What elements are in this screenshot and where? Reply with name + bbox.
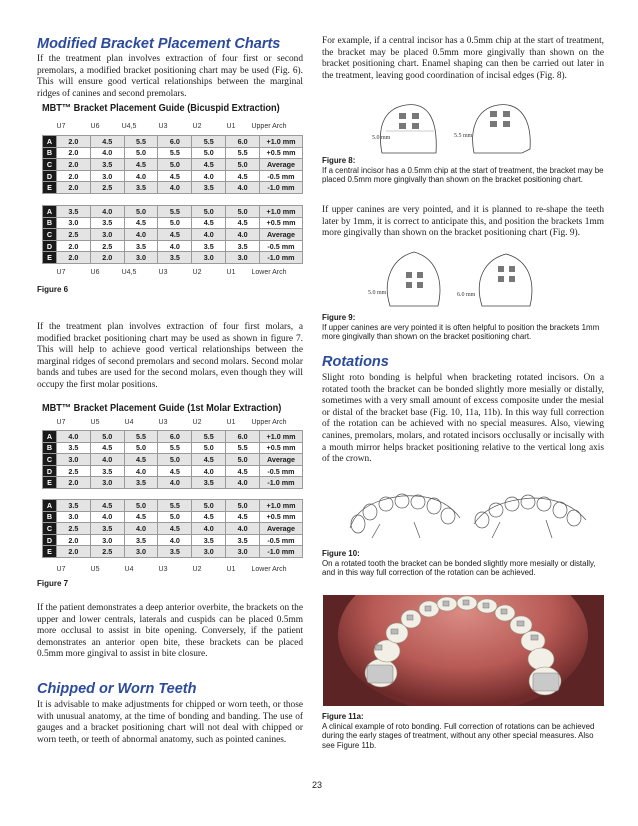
table-cell: 4.0 xyxy=(158,240,192,252)
table-cell: 2.5 xyxy=(56,465,90,477)
section-title-modified-bracket: Modified Bracket Placement Charts xyxy=(37,36,281,52)
table-cell: 5.0 xyxy=(90,431,124,443)
table-row xyxy=(43,136,303,148)
table-cell: 3.5 xyxy=(124,182,158,194)
table-cell: +0.5 mm xyxy=(260,217,303,229)
table-cell: 3.5 xyxy=(192,534,226,546)
figure-9-measure-b: 6.0 mm xyxy=(457,292,476,298)
table2-lower-header xyxy=(37,566,303,576)
molar-band-right xyxy=(533,673,559,691)
table-cell: 2.0 xyxy=(56,240,90,252)
table-cell: 3.0 xyxy=(90,229,124,241)
table-cell: 3.5 xyxy=(56,442,90,454)
table-cell: Average xyxy=(260,454,303,466)
column-header: U3 xyxy=(158,123,168,130)
table-cell: 5.5 xyxy=(124,431,158,443)
paragraph-molar-extraction: If the treatment plan involves extraction of four first molars, a modified bracket positioning chart may be used as shown in figure 7. This will help to achieve good vertical relationships between the marginal ridges of second premolars and second molars. Second molar bands and tubes are used for the second molars, even though they will occupy the first molar positions. xyxy=(37,322,303,390)
table-cell: 4.0 xyxy=(124,229,158,241)
table-cell: -0.5 mm xyxy=(260,534,303,546)
column-header: U4,5 xyxy=(121,123,137,130)
table-cell: 3.0 xyxy=(56,217,90,229)
column-header: U2 xyxy=(192,123,202,130)
column-header: Upper Arch xyxy=(251,123,287,130)
table1-lower-grid xyxy=(42,205,303,264)
table-cell: -1.0 mm xyxy=(260,182,303,194)
table-cell: 4.5 xyxy=(158,465,192,477)
table-row xyxy=(43,534,303,546)
table-cell: 4.0 xyxy=(192,229,226,241)
figure-8-caption xyxy=(322,156,604,185)
row-letter: D xyxy=(43,534,57,546)
row-letter: A xyxy=(43,136,57,148)
table-row xyxy=(43,442,303,454)
figure-8-measure-a: 5.0 mm xyxy=(372,135,391,141)
column-header: U4,5 xyxy=(121,269,137,276)
row-letter: C xyxy=(43,523,57,535)
table-row xyxy=(43,465,303,477)
table-cell: 4.5 xyxy=(226,217,260,229)
table-cell: 4.0 xyxy=(192,170,226,182)
table-cell: 5.5 xyxy=(192,136,226,148)
table-cell: 3.5 xyxy=(56,500,90,512)
figure-8-left-incisor xyxy=(380,105,436,153)
column-header: U7 xyxy=(56,419,66,426)
table-cell: +0.5 mm xyxy=(260,147,303,159)
row-letter: C xyxy=(43,229,57,241)
table-cell: 4.5 xyxy=(124,159,158,171)
figure-9-measure-a: 5.0 mm xyxy=(368,290,387,296)
column-header: U7 xyxy=(56,566,66,573)
table-cell: 4.0 xyxy=(90,206,124,218)
page-number: 23 xyxy=(312,780,323,790)
table-row xyxy=(43,147,303,159)
row-letter: D xyxy=(43,465,57,477)
row-letter: B xyxy=(43,217,57,229)
table-cell: 5.0 xyxy=(192,442,226,454)
table-cell: 4.5 xyxy=(158,170,192,182)
table-cell: 5.0 xyxy=(124,206,158,218)
table-cell: 3.0 xyxy=(56,511,90,523)
table-cell: 3.5 xyxy=(124,477,158,489)
table-cell: 3.0 xyxy=(124,252,158,264)
table-cell: 4.5 xyxy=(192,511,226,523)
table-cell: 4.0 xyxy=(90,454,124,466)
figure-9-diagram xyxy=(362,250,572,308)
column-header: U2 xyxy=(192,269,202,276)
table-row xyxy=(43,431,303,443)
table-cell: 2.0 xyxy=(56,147,90,159)
table-cell: 3.5 xyxy=(226,534,260,546)
table-cell: -1.0 mm xyxy=(260,546,303,558)
table-cell: 3.0 xyxy=(192,546,226,558)
table-cell: 4.5 xyxy=(124,511,158,523)
figure-10-right-arch xyxy=(474,495,586,538)
table1-title: MBT™ Bracket Placement Guide (Bicuspid Extraction) xyxy=(42,103,280,114)
table-row xyxy=(43,170,303,182)
table-cell: 4.0 xyxy=(56,431,90,443)
row-letter: E xyxy=(43,182,57,194)
row-letter: A xyxy=(43,500,57,512)
table-cell: 3.5 xyxy=(124,240,158,252)
molar-band-left xyxy=(367,665,393,683)
table-cell: 4.0 xyxy=(226,523,260,535)
column-header: U1 xyxy=(226,419,236,426)
table-cell: 6.0 xyxy=(226,136,260,148)
figure-10-left-arch xyxy=(350,494,460,538)
table2-upper-header xyxy=(37,419,303,429)
table-cell: -0.5 mm xyxy=(260,170,303,182)
table-row xyxy=(43,217,303,229)
row-letter: B xyxy=(43,442,57,454)
table-cell: 4.5 xyxy=(124,454,158,466)
table-cell: 5.0 xyxy=(226,206,260,218)
table-cell: 4.5 xyxy=(158,229,192,241)
figure-8-diagram xyxy=(362,99,572,155)
column-header: U1 xyxy=(226,123,236,130)
paragraph-overbite: If the patient demonstrates a deep anterior overbite, the brackets on the upper and lower centrals, laterals and cuspids can be placed 0.5mm more occlusal to assist in bite opening. Conversely, if the patient demonstrates an anterior open bite, these brackets can be placed 0.5mm more gingival to assist in bite closure. xyxy=(37,603,303,660)
table-cell: 4.5 xyxy=(192,454,226,466)
row-letter: E xyxy=(43,252,57,264)
column-header: U3 xyxy=(158,419,168,426)
table-cell: +0.5 mm xyxy=(260,511,303,523)
table-cell: +1.0 mm xyxy=(260,206,303,218)
table-cell: 4.5 xyxy=(90,442,124,454)
paragraph-chipped-teeth: It is advisable to make adjustments for chipped or worn teeth, or those with unusual anatomy, at the time of bonding and banding. The use of gauges and a bracket positioning chart will not deal with chipped or worn teeth, or teeth of abnormal anatomy, such as pointed canines. xyxy=(37,700,303,745)
table1-lower-header xyxy=(37,269,303,279)
paragraph-intro: If the treatment plan involves extraction of four first or second premolars, a modified bracket positioning chart may be used (Fig. 6). This will ensure good vertical relationships between the marginal ridges of canines and second premolars. xyxy=(37,54,303,99)
table-cell: 4.5 xyxy=(158,523,192,535)
column-header: Lower Arch xyxy=(251,269,287,276)
table2-upper-grid xyxy=(42,430,303,489)
table-row xyxy=(43,206,303,218)
table-row xyxy=(43,546,303,558)
table-cell: -0.5 mm xyxy=(260,465,303,477)
row-letter: C xyxy=(43,159,57,171)
table-cell: Average xyxy=(260,159,303,171)
table-row xyxy=(43,229,303,241)
table-cell: 4.5 xyxy=(90,136,124,148)
table-cell: 2.0 xyxy=(56,159,90,171)
figure-7-label: Figure 7 xyxy=(37,579,69,588)
table-cell: 5.5 xyxy=(226,147,260,159)
table-cell: 3.0 xyxy=(192,252,226,264)
table-cell: 2.5 xyxy=(56,229,90,241)
figure-9-left-canine xyxy=(387,252,440,306)
figure-9-right-canine xyxy=(479,254,532,306)
paragraph-chip-example: For example, if a central incisor has a 0.5mm chip at the start of treatment, the bracket may be placed 0.5mm more gingivally than shown on the bracket positioning chart. Enamel shaping can then be carried out later in the treatment, leaving good coordination of incisal edges (Fig. 8). xyxy=(322,36,604,81)
table-cell: 5.0 xyxy=(158,217,192,229)
table-cell: 4.0 xyxy=(124,170,158,182)
table-cell: 3.5 xyxy=(192,477,226,489)
column-header: U4 xyxy=(124,566,134,573)
table-cell: 3.5 xyxy=(124,534,158,546)
row-letter: B xyxy=(43,511,57,523)
figure-8-title: Figure 8: xyxy=(322,156,356,165)
section-title-chipped-teeth: Chipped or Worn Teeth xyxy=(37,681,197,697)
table-cell: 5.5 xyxy=(192,431,226,443)
column-header: U1 xyxy=(226,269,236,276)
table-cell: 2.0 xyxy=(56,252,90,264)
figure-10-diagram xyxy=(342,488,592,546)
table-cell: 4.0 xyxy=(192,465,226,477)
table2-title: MBT™ Bracket Placement Guide (1st Molar Extraction) xyxy=(42,403,282,414)
table-cell: 5.0 xyxy=(158,511,192,523)
table-cell: 4.5 xyxy=(90,500,124,512)
table-cell: 5.0 xyxy=(192,206,226,218)
table-cell: 2.0 xyxy=(56,534,90,546)
table-cell: 6.0 xyxy=(226,431,260,443)
table-cell: 3.5 xyxy=(90,523,124,535)
figure-11a-clinical-photo xyxy=(323,595,604,706)
column-header: U6 xyxy=(90,123,100,130)
table-cell: 2.5 xyxy=(90,240,124,252)
row-letter: A xyxy=(43,431,57,443)
table1-upper-header xyxy=(37,123,303,133)
table-cell: 5.0 xyxy=(158,454,192,466)
table-cell: 5.0 xyxy=(226,454,260,466)
table-cell: 2.0 xyxy=(56,136,90,148)
table-cell: 3.5 xyxy=(90,217,124,229)
column-header: U5 xyxy=(90,566,100,573)
table-row xyxy=(43,240,303,252)
table-cell: 2.0 xyxy=(56,477,90,489)
table-cell: 3.0 xyxy=(90,477,124,489)
table-cell: 3.5 xyxy=(192,240,226,252)
figure-11a-caption xyxy=(322,712,604,750)
table-cell: Average xyxy=(260,523,303,535)
table-cell: 4.5 xyxy=(192,159,226,171)
table-row xyxy=(43,252,303,264)
row-letter: E xyxy=(43,477,57,489)
table-cell: 3.5 xyxy=(226,240,260,252)
table-row xyxy=(43,500,303,512)
table-cell: 4.0 xyxy=(124,465,158,477)
table-cell: 6.0 xyxy=(158,136,192,148)
table-cell: 4.0 xyxy=(158,534,192,546)
table-cell: Average xyxy=(260,229,303,241)
table-cell: +1.0 mm xyxy=(260,500,303,512)
table-cell: 4.5 xyxy=(226,465,260,477)
table-cell: 4.0 xyxy=(90,511,124,523)
column-header: U3 xyxy=(158,269,168,276)
column-header: U2 xyxy=(192,419,202,426)
figure-9-title: Figure 9: xyxy=(322,313,356,322)
table2-lower-grid xyxy=(42,499,303,558)
table-cell: 3.0 xyxy=(124,546,158,558)
table-cell: 2.0 xyxy=(56,182,90,194)
table-cell: 3.0 xyxy=(90,170,124,182)
table-row xyxy=(43,182,303,194)
table-cell: 3.0 xyxy=(226,252,260,264)
table-cell: 2.5 xyxy=(56,523,90,535)
table-cell: 4.5 xyxy=(192,217,226,229)
table-cell: 2.5 xyxy=(90,546,124,558)
table-cell: 5.0 xyxy=(226,159,260,171)
table-row xyxy=(43,523,303,535)
column-header: Lower Arch xyxy=(251,566,287,573)
figure-8-right-incisor xyxy=(473,105,531,153)
figure-6-label: Figure 6 xyxy=(37,285,69,294)
column-header: U7 xyxy=(56,123,66,130)
table-cell: 2.0 xyxy=(90,252,124,264)
row-letter: D xyxy=(43,170,57,182)
paragraph-pointed-canines: If upper canines are very pointed, and it is planned to re-shape the teeth later by 1mm, it is correct to anticipate this, and position the brackets 1mm more gingivally than shown on the bracket positioning chart (Fig. 9). xyxy=(322,205,604,239)
figure-11a-title: Figure 11a: xyxy=(322,712,364,721)
paragraph-rotations: Slight roto bonding is helpful when bracketing rotated incisors. On a rotated tooth the bracket can be bonded slightly more mesially or distally, sometimes with a very small amount of excess composite under the mesial or distal of the bracket base (Fig. 10, 11a, 11b). In this way full correction of the rotation can be achieved with no special measures. Also, viewing canines, premolars, molars, and rotated incisors occlusally or incisally with a mouth mirror helps bracket positioning relative to the vertical long axis of the crown. xyxy=(322,373,604,465)
row-letter: A xyxy=(43,206,57,218)
table-cell: 4.5 xyxy=(226,170,260,182)
figure-10-caption xyxy=(322,549,604,578)
row-letter: C xyxy=(43,454,57,466)
table-cell: 4.0 xyxy=(226,477,260,489)
column-header: U1 xyxy=(226,566,236,573)
table-cell: 4.0 xyxy=(124,523,158,535)
figure-11a-text: A clinical example of roto bonding. Full correction of rotations can be achieved during the early stages of treatment, without any other special measures. Also see Figure 11b. xyxy=(322,721,595,750)
table-cell: 5.5 xyxy=(124,136,158,148)
table-cell: -0.5 mm xyxy=(260,240,303,252)
table-cell: 4.0 xyxy=(192,523,226,535)
table-cell: 2.5 xyxy=(90,182,124,194)
table-cell: 4.0 xyxy=(226,229,260,241)
column-header: U7 xyxy=(56,269,66,276)
table-cell: 5.0 xyxy=(124,500,158,512)
table-cell: -1.0 mm xyxy=(260,252,303,264)
section-title-rotations: Rotations xyxy=(322,354,389,370)
column-header: U2 xyxy=(192,566,202,573)
table-cell: 4.0 xyxy=(158,182,192,194)
table-cell: 3.5 xyxy=(158,252,192,264)
row-letter: B xyxy=(43,147,57,159)
table-cell: 5.0 xyxy=(124,147,158,159)
table-cell: 6.0 xyxy=(158,431,192,443)
table-cell: 3.0 xyxy=(226,546,260,558)
figure-8-measure-b: 5.5 mm xyxy=(454,133,473,139)
table-cell: +1.0 mm xyxy=(260,136,303,148)
column-header: U5 xyxy=(90,419,100,426)
table-cell: 5.5 xyxy=(158,206,192,218)
table-cell: 4.0 xyxy=(90,147,124,159)
table-cell: 5.0 xyxy=(124,442,158,454)
column-header: Upper Arch xyxy=(251,419,287,426)
table-row xyxy=(43,511,303,523)
table-cell: -1.0 mm xyxy=(260,477,303,489)
table-cell: 5.5 xyxy=(158,147,192,159)
figure-9-caption xyxy=(322,313,604,342)
figure-9-text: If upper canines are very pointed it is often helpful to position the brackets 1mm more gingivally than shown on the bracket positioning chart. xyxy=(322,322,600,342)
table-cell: 4.5 xyxy=(226,511,260,523)
table-cell: 4.5 xyxy=(124,217,158,229)
row-letter: D xyxy=(43,240,57,252)
table-cell: 4.0 xyxy=(226,182,260,194)
table-cell: 5.5 xyxy=(158,500,192,512)
table-cell: 3.5 xyxy=(192,182,226,194)
table-cell: 4.0 xyxy=(158,477,192,489)
column-header: U6 xyxy=(90,269,100,276)
table-cell: 2.0 xyxy=(56,546,90,558)
figure-10-title: Figure 10: xyxy=(322,549,360,558)
table-cell: 3.5 xyxy=(90,465,124,477)
table-cell: 5.5 xyxy=(226,442,260,454)
table-cell: +1.0 mm xyxy=(260,431,303,443)
column-header: U3 xyxy=(158,566,168,573)
table-cell: 2.0 xyxy=(56,170,90,182)
table-cell: 3.5 xyxy=(158,546,192,558)
table1-upper-grid xyxy=(42,135,303,194)
table-cell: 3.5 xyxy=(56,206,90,218)
figure-8-text: If a central incisor has a 0.5mm chip at the start of treatment, the bracket may be placed 0.5mm more gingivally than shown on the bracket positioning chart. xyxy=(322,165,604,185)
table-cell: +0.5 mm xyxy=(260,442,303,454)
table-row xyxy=(43,454,303,466)
table-cell: 3.5 xyxy=(90,159,124,171)
column-header: U4 xyxy=(124,419,134,426)
table-cell: 5.5 xyxy=(158,442,192,454)
table-cell: 5.0 xyxy=(226,500,260,512)
table-cell: 3.0 xyxy=(90,534,124,546)
table-cell: 5.0 xyxy=(192,500,226,512)
figure-10-text: On a rotated tooth the bracket can be bonded slightly more mesially or distally, and in this way full correction of the rotation can be achieved. xyxy=(322,558,596,578)
table-cell: 5.0 xyxy=(158,159,192,171)
table-row xyxy=(43,159,303,171)
table-cell: 3.0 xyxy=(56,454,90,466)
table-cell: 5.0 xyxy=(192,147,226,159)
row-letter: E xyxy=(43,546,57,558)
table-row xyxy=(43,477,303,489)
